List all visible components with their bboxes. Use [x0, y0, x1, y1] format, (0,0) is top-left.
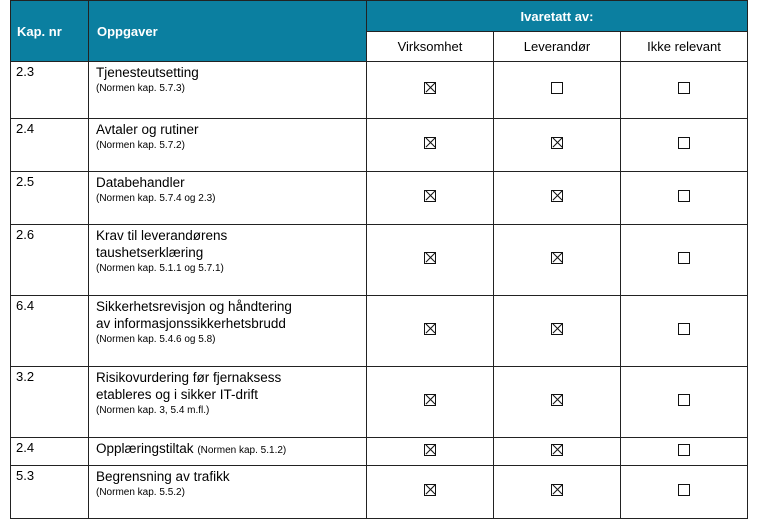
checkbox-ikke-relevant[interactable]: [678, 394, 690, 406]
table-row: [11, 367, 748, 438]
kap-nr-cell: 2.5: [11, 172, 89, 225]
checkbox-leverandor[interactable]: [551, 252, 563, 264]
checkbox-leverandor[interactable]: [551, 444, 563, 456]
checkbox-virksomhet[interactable]: [424, 137, 436, 149]
cell-virksomhet: [367, 119, 494, 172]
task-reference: (Normen kap. 5.1.2): [197, 445, 287, 456]
task-title-line-2: etableres og i sikker IT-drift: [96, 387, 259, 402]
task-title: Begrensning av trafikk: [96, 469, 230, 484]
kap-nr-cell: 6.4: [11, 296, 89, 367]
cell-ikke-relevant: [621, 172, 748, 225]
checkbox-virksomhet[interactable]: [424, 252, 436, 264]
task-title: Tjenesteutsetting: [96, 65, 199, 80]
checkbox-ikke-relevant[interactable]: [678, 252, 690, 264]
task-reference: (Normen kap. 5.5.2): [96, 487, 185, 498]
cell-leverandor: [494, 225, 621, 296]
responsibility-table: [10, 0, 748, 519]
cell-ikke-relevant: [621, 367, 748, 438]
table-row: [11, 225, 748, 296]
cell-leverandor: [494, 466, 621, 519]
task-reference: (Normen kap. 5.7.4 og 2.3): [96, 193, 216, 204]
header-ivaretatt-av: Ivaretatt av:: [367, 1, 748, 32]
checkbox-ikke-relevant[interactable]: [678, 82, 690, 94]
table-row: [11, 438, 748, 466]
cell-virksomhet: [367, 225, 494, 296]
kap-nr-cell: 2.3: [11, 62, 89, 119]
checkbox-leverandor[interactable]: [551, 190, 563, 202]
task-reference: (Normen kap. 5.7.3): [96, 83, 185, 94]
task-cell: [89, 438, 367, 466]
checkbox-leverandor[interactable]: [551, 484, 563, 496]
checkbox-virksomhet[interactable]: [424, 323, 436, 335]
checkbox-ikke-relevant[interactable]: [678, 323, 690, 335]
task-cell: [89, 466, 367, 519]
cell-ikke-relevant: [621, 466, 748, 519]
table-row: [11, 172, 748, 225]
checkbox-leverandor[interactable]: [551, 82, 563, 94]
task-cell: [89, 62, 367, 119]
checkbox-virksomhet[interactable]: [424, 190, 436, 202]
kap-nr-cell: 2.4: [11, 119, 89, 172]
cell-leverandor: [494, 438, 621, 466]
header-virksomhet: Virksomhet: [367, 32, 494, 62]
cell-ikke-relevant: [621, 119, 748, 172]
task-reference: (Normen kap. 5.4.6 og 5.8): [96, 334, 216, 345]
cell-ikke-relevant: [621, 225, 748, 296]
task-title: Opplæringstiltak: [96, 441, 194, 456]
checkbox-ikke-relevant[interactable]: [678, 444, 690, 456]
cell-leverandor: [494, 172, 621, 225]
task-title: Databehandler: [96, 175, 185, 190]
header-oppgaver: Oppgaver: [89, 1, 367, 62]
checkbox-ikke-relevant[interactable]: [678, 137, 690, 149]
checkbox-ikke-relevant[interactable]: [678, 190, 690, 202]
task-cell: [89, 119, 367, 172]
table-row: [11, 62, 748, 119]
cell-ikke-relevant: [621, 296, 748, 367]
task-title: Sikkerhetsrevisjon og håndtering: [96, 299, 292, 314]
cell-leverandor: [494, 296, 621, 367]
header-kap-nr: Kap. nr: [11, 1, 89, 62]
task-title-line-2: av informasjonssikkerhetsbrudd: [96, 316, 286, 331]
task-reference: (Normen kap. 5.1.1 og 5.7.1): [96, 263, 224, 274]
kap-nr-cell: 3.2: [11, 367, 89, 438]
task-cell: [89, 296, 367, 367]
cell-virksomhet: [367, 438, 494, 466]
cell-virksomhet: [367, 367, 494, 438]
cell-ikke-relevant: [621, 438, 748, 466]
cell-ikke-relevant: [621, 62, 748, 119]
task-reference: (Normen kap. 5.7.2): [96, 140, 185, 151]
checkbox-leverandor[interactable]: [551, 394, 563, 406]
header-ikke-relevant: Ikke relevant: [621, 32, 748, 62]
cell-virksomhet: [367, 466, 494, 519]
task-reference: (Normen kap. 3, 5.4 m.fl.): [96, 405, 210, 416]
task-cell: [89, 225, 367, 296]
cell-leverandor: [494, 119, 621, 172]
checkbox-leverandor[interactable]: [551, 323, 563, 335]
table-row: [11, 119, 748, 172]
kap-nr-cell: 2.6: [11, 225, 89, 296]
kap-nr-cell: 2.4: [11, 438, 89, 466]
cell-leverandor: [494, 62, 621, 119]
checkbox-ikke-relevant[interactable]: [678, 484, 690, 496]
checkbox-virksomhet[interactable]: [424, 444, 436, 456]
checkbox-virksomhet[interactable]: [424, 484, 436, 496]
task-title-line-2: taushetserklæring: [96, 245, 204, 260]
table-row: [11, 466, 748, 519]
task-cell: [89, 172, 367, 225]
cell-virksomhet: [367, 172, 494, 225]
table-row: [11, 296, 748, 367]
header-leverandor: Leverandør: [494, 32, 621, 62]
kap-nr-cell: 5.3: [11, 466, 89, 519]
checkbox-virksomhet[interactable]: [424, 394, 436, 406]
checkbox-virksomhet[interactable]: [424, 82, 436, 94]
task-title: Avtaler og rutiner: [96, 122, 199, 137]
task-title: Risikovurdering før fjernaksess: [96, 370, 282, 385]
task-title-inline: [96, 440, 362, 459]
cell-virksomhet: [367, 62, 494, 119]
checkbox-leverandor[interactable]: [551, 137, 563, 149]
task-cell: [89, 367, 367, 438]
cell-leverandor: [494, 367, 621, 438]
cell-virksomhet: [367, 296, 494, 367]
task-title: Krav til leverandørens: [96, 228, 228, 243]
